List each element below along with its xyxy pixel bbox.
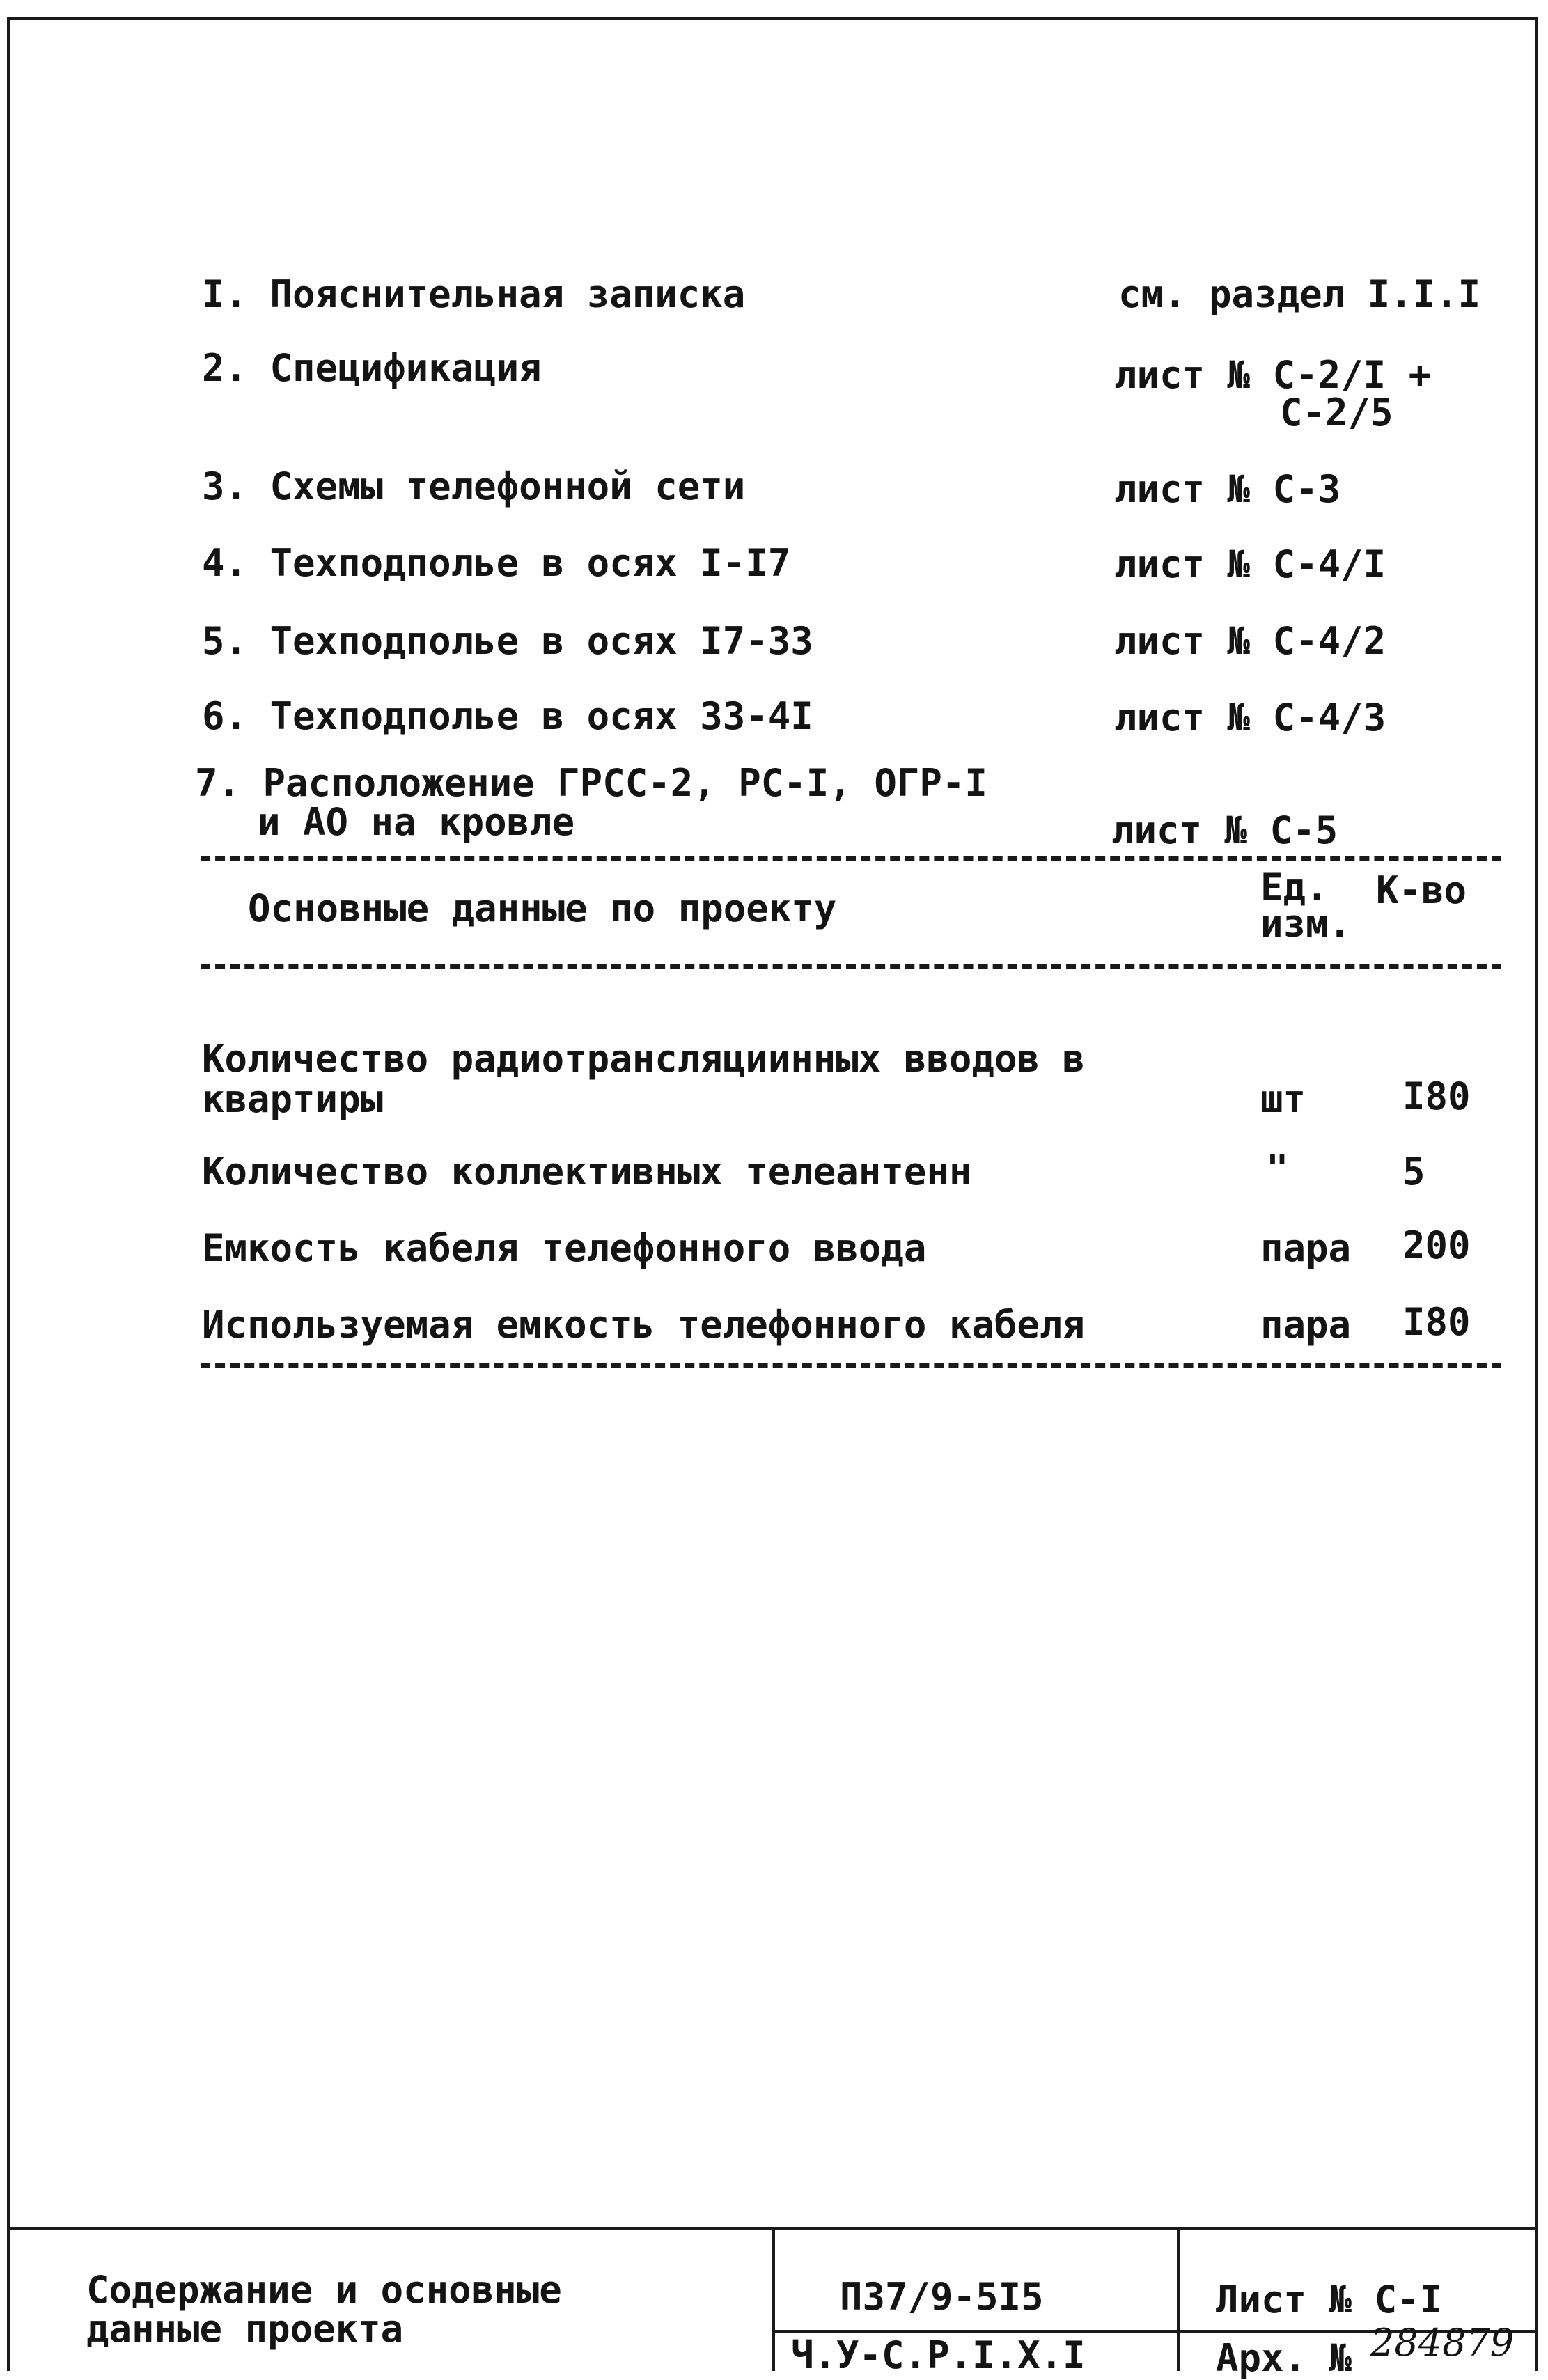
unit-header-line1: Ед. <box>1260 866 1329 909</box>
sheet-item-1-name: I. Пояснительная записка <box>202 272 746 316</box>
stamp-title-line1: Содержание и основные <box>86 2268 562 2312</box>
data-row-1-name: Количество радиотрансляциинных вводов в <box>202 1037 1085 1081</box>
sheet-item-7-ref: лист № С-5 <box>1111 808 1338 852</box>
data-row-1-name-cont: квартиры <box>202 1077 384 1121</box>
data-row-4-qty: I80 <box>1402 1300 1471 1344</box>
sheet-item-2-ref: лист № С-2/I + <box>1114 353 1432 397</box>
dashed-divider <box>201 964 1501 969</box>
sheet-item-1-ref: см. раздел I.I.I <box>1118 272 1481 316</box>
stamp-archive-label: Арх. № <box>1216 2336 1352 2380</box>
dashed-divider <box>201 856 1501 861</box>
sheet-item-2-name: 2. Спецификация <box>202 346 542 390</box>
title-block-divider <box>772 2228 775 2371</box>
sheet-item-7-name: 7. Расположение ГРСС-2, РС-I, ОГР-I <box>195 761 987 805</box>
sheet-item-4-ref: лист № С-4/I <box>1114 542 1386 586</box>
stamp-subcode: Ч.У-С.Р.I.Х.I <box>791 2333 1086 2377</box>
sheet-item-3-ref: лист № С-3 <box>1114 467 1341 511</box>
data-row-2-qty: 5 <box>1402 1150 1425 1193</box>
data-row-2-unit: " <box>1266 1147 1289 1191</box>
sheet-item-2-ref-cont: С-2/5 <box>1280 391 1393 434</box>
stamp-archive-number: 284879 <box>1370 2321 1515 2365</box>
sheet-item-6-ref: лист № С-4/3 <box>1114 696 1386 739</box>
sheet-item-6-name: 6. Техподполье в осях 33-4I <box>202 694 813 738</box>
data-row-4-unit: пара <box>1260 1303 1352 1347</box>
data-row-4-name: Используемая емкость телефонного кабеля <box>202 1303 1085 1347</box>
dashed-divider <box>201 1363 1501 1368</box>
sheet-item-3-name: 3. Схемы телефонной сети <box>202 464 746 508</box>
sheet-item-5-ref: лист № С-4/2 <box>1114 619 1386 663</box>
data-row-1-unit: шт <box>1260 1077 1306 1121</box>
stamp-title-line2: данные проекта <box>86 2307 404 2351</box>
sheet-item-5-name: 5. Техподполье в осях I7-33 <box>202 619 813 663</box>
title-block-divider <box>1177 2228 1180 2371</box>
qty-header: К-во <box>1376 868 1467 912</box>
data-header-title: Основные данные по проекту <box>248 886 837 930</box>
stamp-sheet-number: Лист № С-I <box>1216 2278 1443 2322</box>
unit-header-line2: изм. <box>1260 902 1352 946</box>
data-row-2-name: Количество коллективных телеантенн <box>202 1150 972 1193</box>
stamp-project-code: П37/9-5I5 <box>840 2275 1044 2319</box>
sheet-item-7-name-cont: и АО на кровле <box>258 800 575 844</box>
sheet-item-4-name: 4. Техподполье в осях I-I7 <box>202 541 791 585</box>
data-row-3-qty: 200 <box>1402 1223 1471 1267</box>
data-row-3-unit: пара <box>1260 1226 1352 1270</box>
data-row-1-qty: I80 <box>1402 1074 1471 1118</box>
data-row-3-name: Емкость кабеля телефонного ввода <box>202 1226 927 1270</box>
